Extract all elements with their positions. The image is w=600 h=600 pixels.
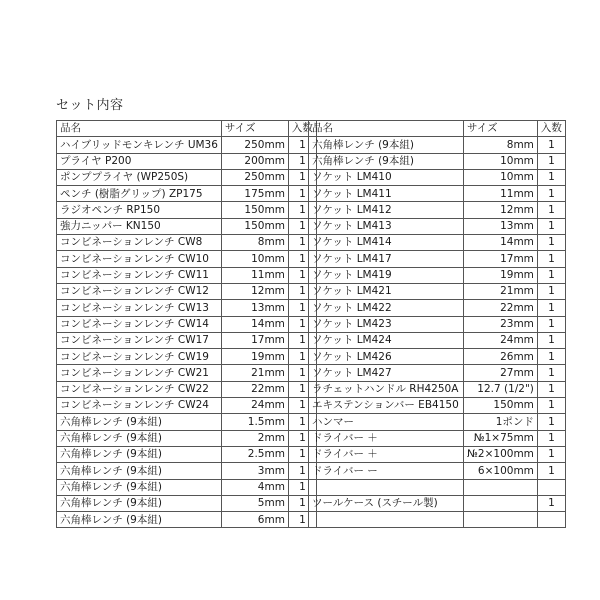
table-row <box>309 137 566 153</box>
table-row <box>57 137 317 153</box>
item-name: ペンチ (樹脂グリップ) ZP175 <box>57 186 222 202</box>
item-size: 11mm <box>221 267 288 283</box>
item-name: ソケット LM424 <box>309 332 464 348</box>
table-row <box>309 267 566 283</box>
item-qty: 1 <box>288 349 316 365</box>
item-qty: 1 <box>537 349 565 365</box>
item-qty: 1 <box>537 169 565 185</box>
table-row <box>309 332 566 348</box>
table-row <box>57 495 317 511</box>
contents-table-left <box>56 120 317 528</box>
table-row <box>309 283 566 299</box>
item-qty: 1 <box>537 446 565 462</box>
table-row <box>309 235 566 251</box>
item-name: ソケット LM410 <box>309 169 464 185</box>
table-row <box>309 202 566 218</box>
table-row <box>57 446 317 462</box>
table-row <box>309 186 566 202</box>
item-name: ソケット LM427 <box>309 365 464 381</box>
item-size: 6mm <box>221 512 288 528</box>
table-row <box>309 251 566 267</box>
item-size: 175mm <box>221 186 288 202</box>
item-qty: 1 <box>537 381 565 397</box>
item-size: 17mm <box>221 332 288 348</box>
item-qty: 1 <box>537 495 565 511</box>
table-row <box>57 398 317 414</box>
table-row <box>309 495 566 511</box>
item-qty: 1 <box>288 300 316 316</box>
item-qty: 1 <box>537 267 565 283</box>
item-size: 17mm <box>464 251 538 267</box>
item-qty: 1 <box>537 365 565 381</box>
table-row <box>57 202 317 218</box>
item-size: 14mm <box>221 316 288 332</box>
table-row <box>309 349 566 365</box>
item-qty: 1 <box>537 300 565 316</box>
item-size: 3mm <box>221 463 288 479</box>
item-qty: 1 <box>288 479 316 495</box>
item-name: 六角棒レンチ (9本組) <box>57 446 222 462</box>
item-name: ラジオペンチ RP150 <box>57 202 222 218</box>
item-qty: 1 <box>537 430 565 446</box>
item-name: ソケット LM419 <box>309 267 464 283</box>
item-size: 150mm <box>464 398 538 414</box>
item-name: ソケット LM414 <box>309 235 464 251</box>
item-qty: 1 <box>288 153 316 169</box>
item-size: 10mm <box>464 153 538 169</box>
item-name: エキステンションバー EB4150 <box>309 398 464 414</box>
table-row <box>57 332 317 348</box>
table-row <box>57 235 317 251</box>
item-size: 2mm <box>221 430 288 446</box>
item-name: コンビネーションレンチ CW19 <box>57 349 222 365</box>
item-name: 六角棒レンチ (9本組) <box>57 512 222 528</box>
item-name: コンビネーションレンチ CW11 <box>57 267 222 283</box>
table-row <box>309 414 566 430</box>
item-size: 4mm <box>221 479 288 495</box>
item-name: ソケット LM412 <box>309 202 464 218</box>
table-row <box>309 381 566 397</box>
item-name: コンビネーションレンチ CW14 <box>57 316 222 332</box>
item-qty: 1 <box>288 186 316 202</box>
table-row <box>309 169 566 185</box>
item-qty: 1 <box>537 283 565 299</box>
item-size: 22mm <box>221 381 288 397</box>
item-name: プライヤ P200 <box>57 153 222 169</box>
item-qty: 1 <box>288 332 316 348</box>
item-size: 24mm <box>221 398 288 414</box>
item-name: 六角棒レンチ (9本組) <box>309 153 464 169</box>
table-row <box>309 446 566 462</box>
item-size: 12.7 (1/2") <box>464 381 538 397</box>
table-row <box>309 153 566 169</box>
item-name: ドライバー ー <box>309 463 464 479</box>
item-size: 13mm <box>464 218 538 234</box>
item-size: 21mm <box>221 365 288 381</box>
item-qty: 1 <box>288 381 316 397</box>
table-row <box>309 316 566 332</box>
table-row <box>57 365 317 381</box>
item-size: 14mm <box>464 235 538 251</box>
table-row <box>57 218 317 234</box>
contents-table-right <box>308 120 566 528</box>
item-size: 150mm <box>221 218 288 234</box>
table-row <box>309 479 566 495</box>
item-size: 13mm <box>221 300 288 316</box>
item-name: コンビネーションレンチ CW22 <box>57 381 222 397</box>
item-name: コンビネーションレンチ CW17 <box>57 332 222 348</box>
table-row <box>309 512 566 528</box>
item-qty: 1 <box>288 218 316 234</box>
table-row <box>309 365 566 381</box>
item-size: 250mm <box>221 169 288 185</box>
item-name: ポンププライヤ (WP250S) <box>57 169 222 185</box>
item-size: 10mm <box>464 169 538 185</box>
item-qty: 1 <box>537 235 565 251</box>
table-row <box>309 300 566 316</box>
table-row <box>309 463 566 479</box>
item-size: 150mm <box>221 202 288 218</box>
item-size: 11mm <box>464 186 538 202</box>
table-row <box>57 381 317 397</box>
item-qty: 1 <box>288 365 316 381</box>
item-qty: 1 <box>288 316 316 332</box>
table-row <box>57 512 317 528</box>
table-row <box>57 430 317 446</box>
item-qty: 1 <box>537 153 565 169</box>
item-qty: 1 <box>288 137 316 153</box>
item-qty: 1 <box>288 169 316 185</box>
header-row <box>57 121 317 137</box>
table-row <box>57 153 317 169</box>
table-row <box>57 283 317 299</box>
table-row <box>57 316 317 332</box>
item-qty: 1 <box>288 202 316 218</box>
header-name: 品名 <box>57 121 222 137</box>
item-qty: 1 <box>288 235 316 251</box>
item-qty: 1 <box>537 202 565 218</box>
item-name: コンビネーションレンチ CW13 <box>57 300 222 316</box>
item-name: 六角棒レンチ (9本組) <box>57 463 222 479</box>
item-name: 六角棒レンチ (9本組) <box>309 137 464 153</box>
table-row <box>309 430 566 446</box>
item-qty: 1 <box>537 332 565 348</box>
item-size: 6×100mm <box>464 463 538 479</box>
item-name: コンビネーションレンチ CW12 <box>57 283 222 299</box>
item-qty: 1 <box>288 512 316 528</box>
item-qty: 1 <box>288 398 316 414</box>
item-qty: 1 <box>288 283 316 299</box>
header-size: サイズ <box>221 121 288 137</box>
item-size: 21mm <box>464 283 538 299</box>
item-size: 27mm <box>464 365 538 381</box>
item-name: ソケット LM426 <box>309 349 464 365</box>
item-name: ソケット LM417 <box>309 251 464 267</box>
table-row <box>57 267 317 283</box>
item-size: 5mm <box>221 495 288 511</box>
item-qty: 1 <box>288 430 316 446</box>
table-row <box>57 300 317 316</box>
header-qty: 入数 <box>288 121 316 137</box>
item-size: 200mm <box>221 153 288 169</box>
item-qty: 1 <box>288 267 316 283</box>
item-qty: 1 <box>537 414 565 430</box>
item-size <box>464 495 538 511</box>
item-name: 強力ニッパー KN150 <box>57 218 222 234</box>
item-size: 12mm <box>464 202 538 218</box>
item-size: 26mm <box>464 349 538 365</box>
header-name: 品名 <box>309 121 464 137</box>
item-qty: 1 <box>537 137 565 153</box>
item-name: ツールケース (スチール製) <box>309 495 464 511</box>
item-size: 250mm <box>221 137 288 153</box>
item-qty: 1 <box>537 316 565 332</box>
set-contents-title: セット内容 <box>56 98 124 113</box>
item-size <box>464 479 538 495</box>
header-size: サイズ <box>464 121 538 137</box>
item-name: ドライバー ＋ <box>309 430 464 446</box>
item-name: ソケット LM422 <box>309 300 464 316</box>
item-qty: 1 <box>288 414 316 430</box>
item-qty: 1 <box>537 251 565 267</box>
item-size: 12mm <box>221 283 288 299</box>
item-qty: 1 <box>288 495 316 511</box>
item-size: 8mm <box>221 235 288 251</box>
item-size: 10mm <box>221 251 288 267</box>
item-size: 8mm <box>464 137 538 153</box>
item-name: コンビネーションレンチ CW10 <box>57 251 222 267</box>
item-size: №2×100mm <box>464 446 538 462</box>
item-size <box>464 512 538 528</box>
item-size: 19mm <box>464 267 538 283</box>
item-qty: 1 <box>537 186 565 202</box>
item-name: ハンマー <box>309 414 464 430</box>
item-size: №1×75mm <box>464 430 538 446</box>
item-name: ソケット LM423 <box>309 316 464 332</box>
header-qty: 入数 <box>537 121 565 137</box>
table-row <box>57 463 317 479</box>
item-size: 22mm <box>464 300 538 316</box>
item-qty: 1 <box>288 251 316 267</box>
item-qty: 1 <box>537 463 565 479</box>
table-row <box>309 398 566 414</box>
table-row <box>57 414 317 430</box>
item-name <box>309 479 464 495</box>
table-row <box>57 169 317 185</box>
item-name <box>309 512 464 528</box>
item-name: 六角棒レンチ (9本組) <box>57 479 222 495</box>
item-name: ドライバー ＋ <box>309 446 464 462</box>
item-qty: 1 <box>288 463 316 479</box>
item-name: コンビネーションレンチ CW21 <box>57 365 222 381</box>
item-qty: 1 <box>288 446 316 462</box>
item-name: 六角棒レンチ (9本組) <box>57 495 222 511</box>
item-qty <box>537 479 565 495</box>
item-name: 六角棒レンチ (9本組) <box>57 430 222 446</box>
item-name: コンビネーションレンチ CW8 <box>57 235 222 251</box>
item-size: 2.5mm <box>221 446 288 462</box>
table-row <box>57 349 317 365</box>
item-size: 19mm <box>221 349 288 365</box>
table-row <box>57 251 317 267</box>
item-name: コンビネーションレンチ CW24 <box>57 398 222 414</box>
item-name: ソケット LM413 <box>309 218 464 234</box>
item-size: 1.5mm <box>221 414 288 430</box>
header-row <box>309 121 566 137</box>
item-name: ソケット LM421 <box>309 283 464 299</box>
item-name: ハイブリッドモンキレンチ UM36 <box>57 137 222 153</box>
item-name: ラチェットハンドル RH4250A <box>309 381 464 397</box>
item-size: 23mm <box>464 316 538 332</box>
item-name: ソケット LM411 <box>309 186 464 202</box>
table-row <box>57 479 317 495</box>
table-row <box>57 186 317 202</box>
table-row <box>309 218 566 234</box>
item-name: 六角棒レンチ (9本組) <box>57 414 222 430</box>
item-qty <box>537 512 565 528</box>
item-qty: 1 <box>537 398 565 414</box>
item-size: 24mm <box>464 332 538 348</box>
item-size: 1ポンド <box>464 414 538 430</box>
item-qty: 1 <box>537 218 565 234</box>
